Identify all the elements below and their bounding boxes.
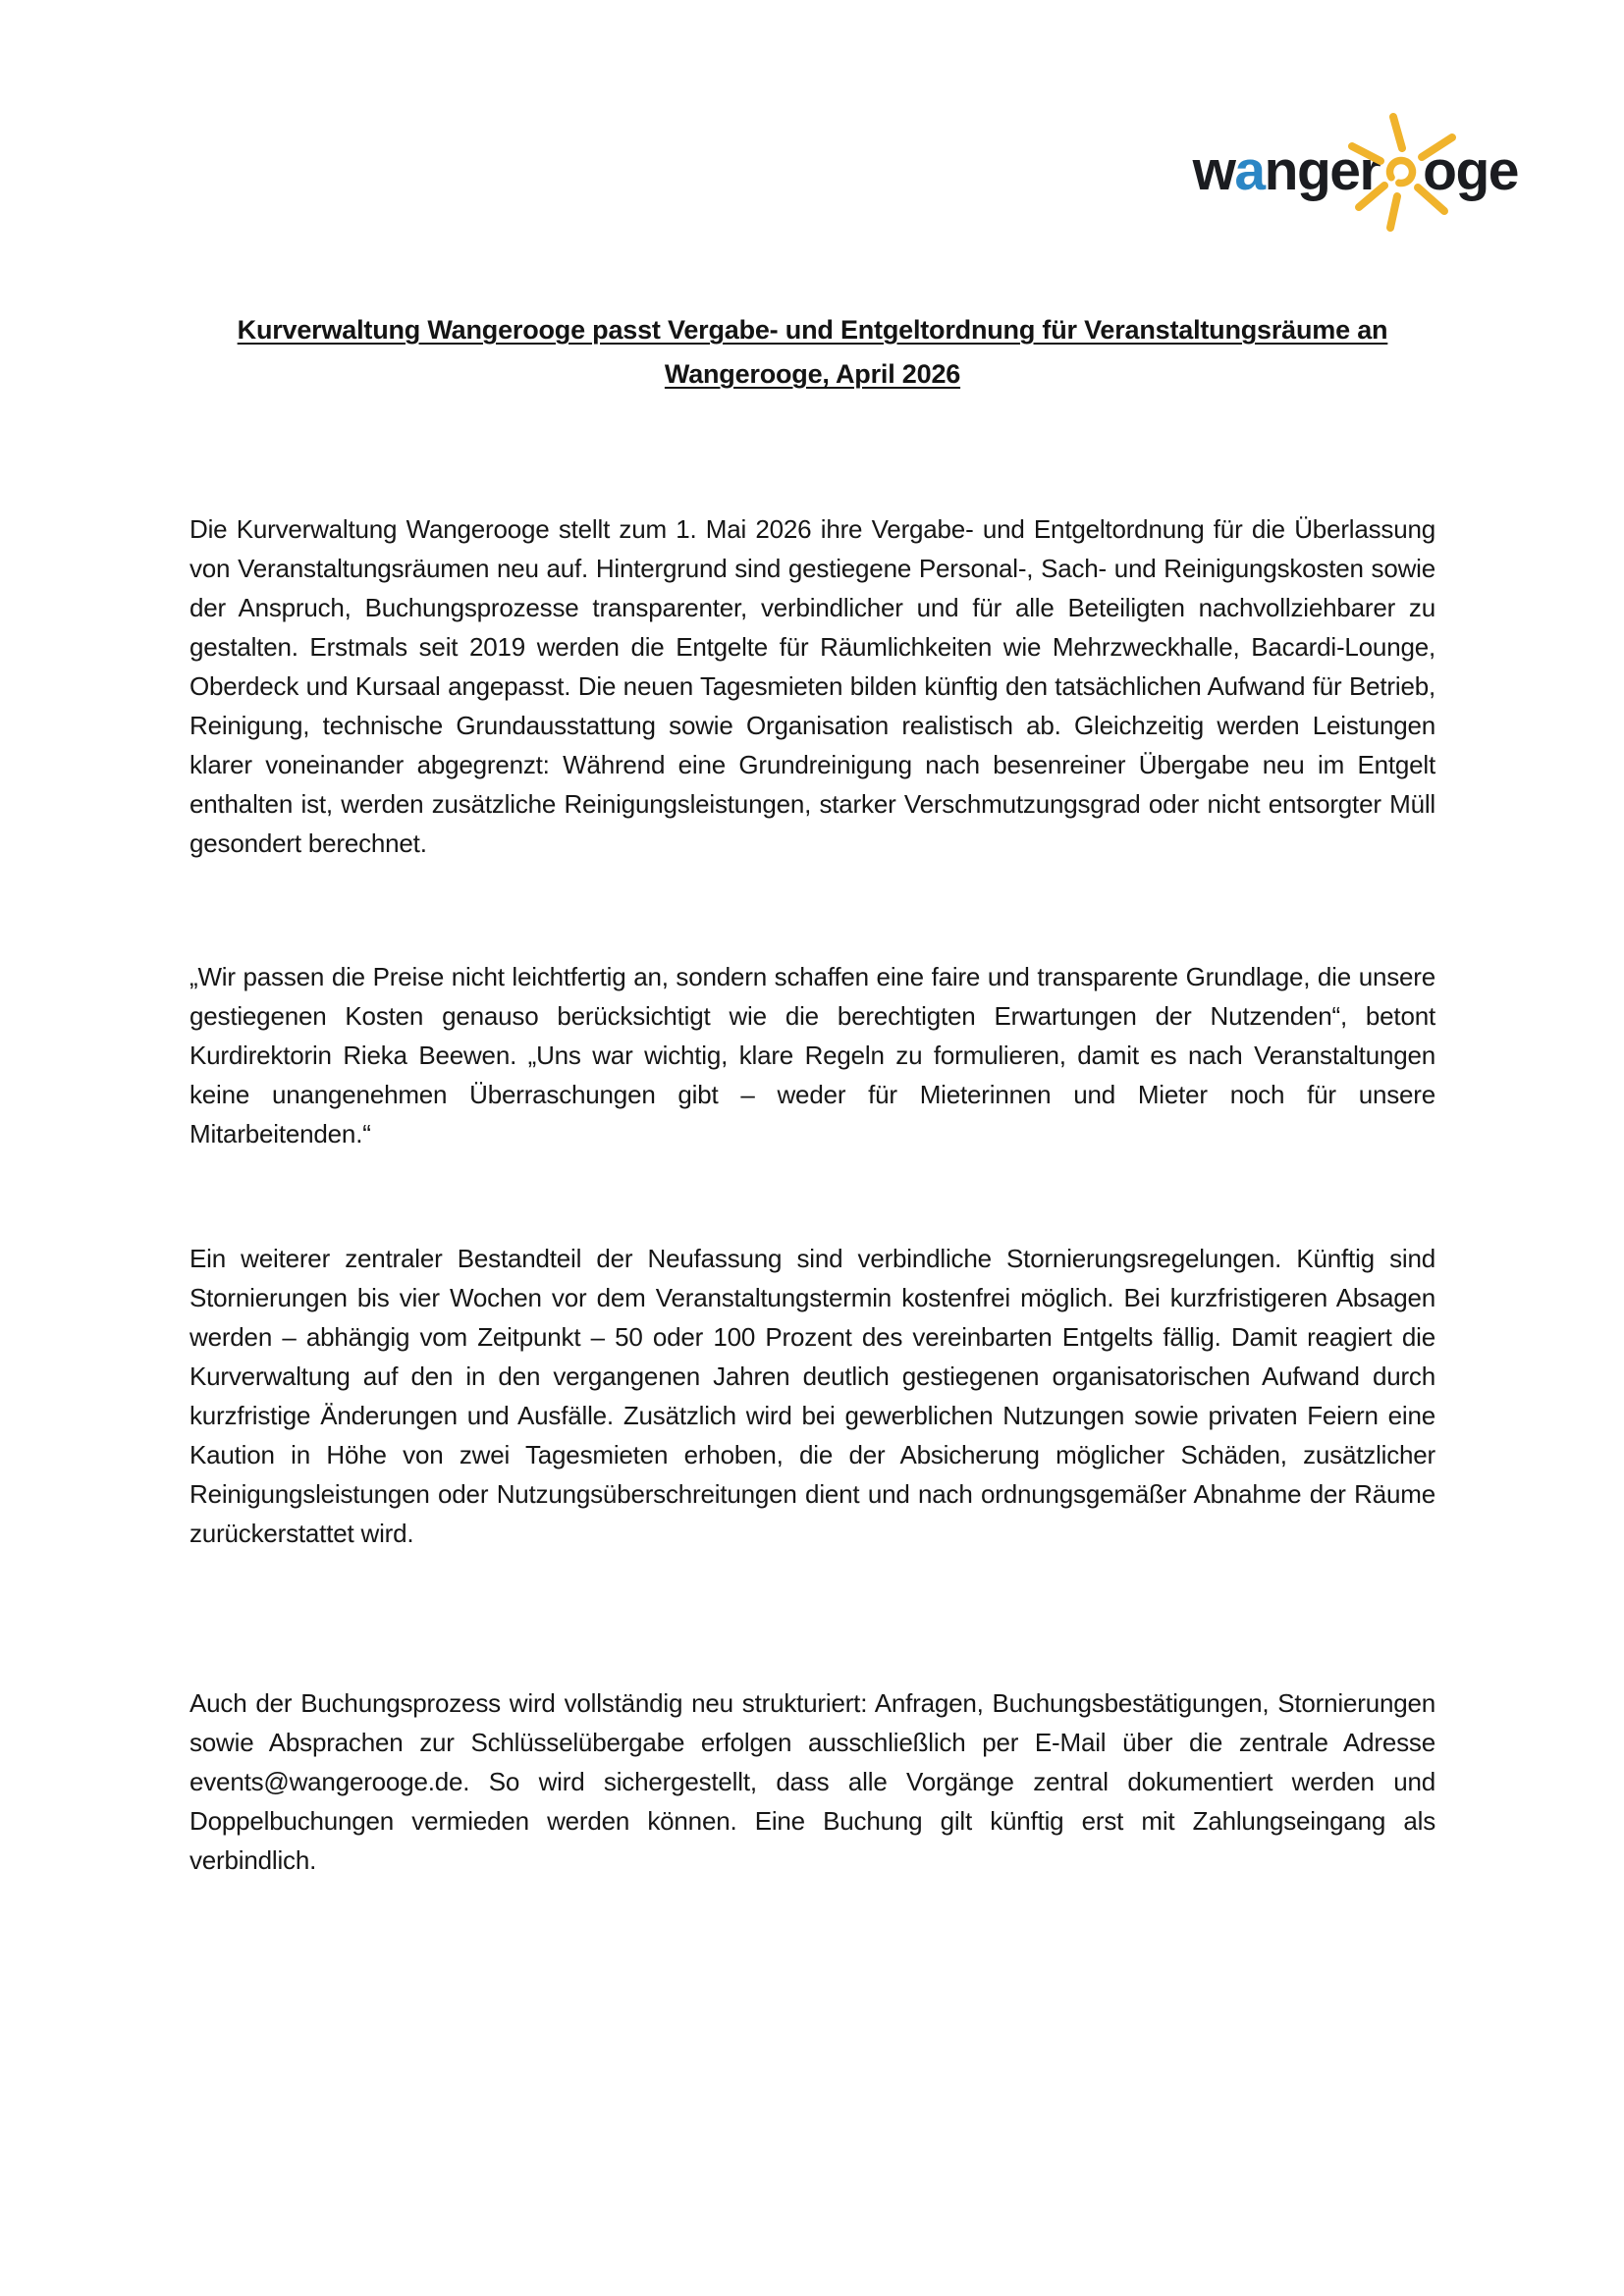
logo-letter-a-blue: a [1234,139,1265,202]
paragraph-booking-process: Auch der Buchungsprozess wird vollständig neu strukturiert: Anfragen, Buchungsbestätigungen, Stornierungen sowie Absprachen zur Schlüsselübergabe erfolgen ausschließlich per E-Mail über die zentrale Adresse events@wangerooge.de. So wird sichergestellt, dass alle Vorgänge zentral dokumentiert werden und Doppelbuchungen vermieden werden können. Eine Buchung gilt künftig erst mit Zahlungseingang als verbindlich. [189,1688,1435,1875]
logo-letters-oge: oge [1423,139,1518,202]
paragraph-quote: „Wir passen die Preise nicht leichtfertig an, sondern schaffen eine faire und transparente Grundlage, die unsere gestiegenen Kosten genauso berücksichtigt wie die berechtigten Erwartungen der Nutzenden“, betont Kurdirektorin Rieka Beewen. „Uns war wichtig, klare Regeln zu formulieren, damit es nach Veranstaltungen keine unangenehmen Überraschungen gibt – weder für Mieterinnen und Mieter noch für unsere Mitarbeitenden.“ [189,962,1435,1148]
wangerooge-logo [1192,139,1518,202]
logo-letter-w: w [1192,139,1235,202]
title-line-2-wrap [189,352,1435,397]
logo-letters-nger: nger [1264,139,1380,202]
paragraph-intro: Die Kurverwaltung Wangerooge stellt zum 1. Mai 2026 ihre Vergabe- und Entgeltordnung für die Überlassung von Veranstaltungsräumen neu auf. Hintergrund sind gestiegene Personal-, Sach- und Reinigungskosten sowie der Anspruch, Buchungsprozesse transparenter, verbindlicher und für alle Beteiligten nachvollziehbarer zu gestalten. Erstmals seit 2019 werden die Entgelte für Räumlichkeiten wie Mehrzweckhalle, Bacardi-Lounge, Oberdeck und Kursaal angepasst. Die neuen Tagesmieten bilden künftig den tatsächlichen Aufwand für Betrieb, Reinigung, technische Grundausstattung sowie Organisation realistisch ab. Gleichzeitig werden Leistungen klarer voneinander abgegrenzt: Während eine Grundreinigung nach besenreiner Übergabe neu im Entgelt enthalten ist, werden zusätzliche Reinigungsleistungen, starker Verschmutzungsgrad oder nicht entsorgter Müll gesondert berechnet. [189,514,1435,858]
sun-icon [1380,143,1423,199]
paragraph-cancellation-rules: Ein weiterer zentraler Bestandteil der Neufassung sind verbindliche Stornierungsregelungen. Künftig sind Stornierungen bis vier Wochen vor dem Veranstaltungstermin kostenfrei möglich. Bei kurzfristigeren Absagen werden – abhängig vom Zeitpunkt – 50 oder 100 Prozent des vereinbarten Entgelts fällig. Damit reagiert die Kurverwaltung auf den in den vergangenen Jahren deutlich gestiegenen organisatorischen Aufwand durch kurzfristige Änderungen und Ausfälle. Zusätzlich wird bei gewerblichen Nutzungen sowie privaten Feiern eine Kaution in Höhe von zwei Tagesmieten erhoben, die der Absicherung möglicher Schäden, zusätzlicher Reinigungsleistungen oder Nutzungsüberschreitungen dient und nach ordnungsgemäßer Abnahme der Räume zurückerstattet wird. [189,1244,1435,1548]
title-line-1-wrap [189,308,1435,352]
title-line-1: Kurverwaltung Wangerooge passt Vergabe- und Entgeltordnung für Veranstaltungsräume an [237,315,1388,345]
title-line-2: Wangerooge, April 2026 [664,359,961,389]
